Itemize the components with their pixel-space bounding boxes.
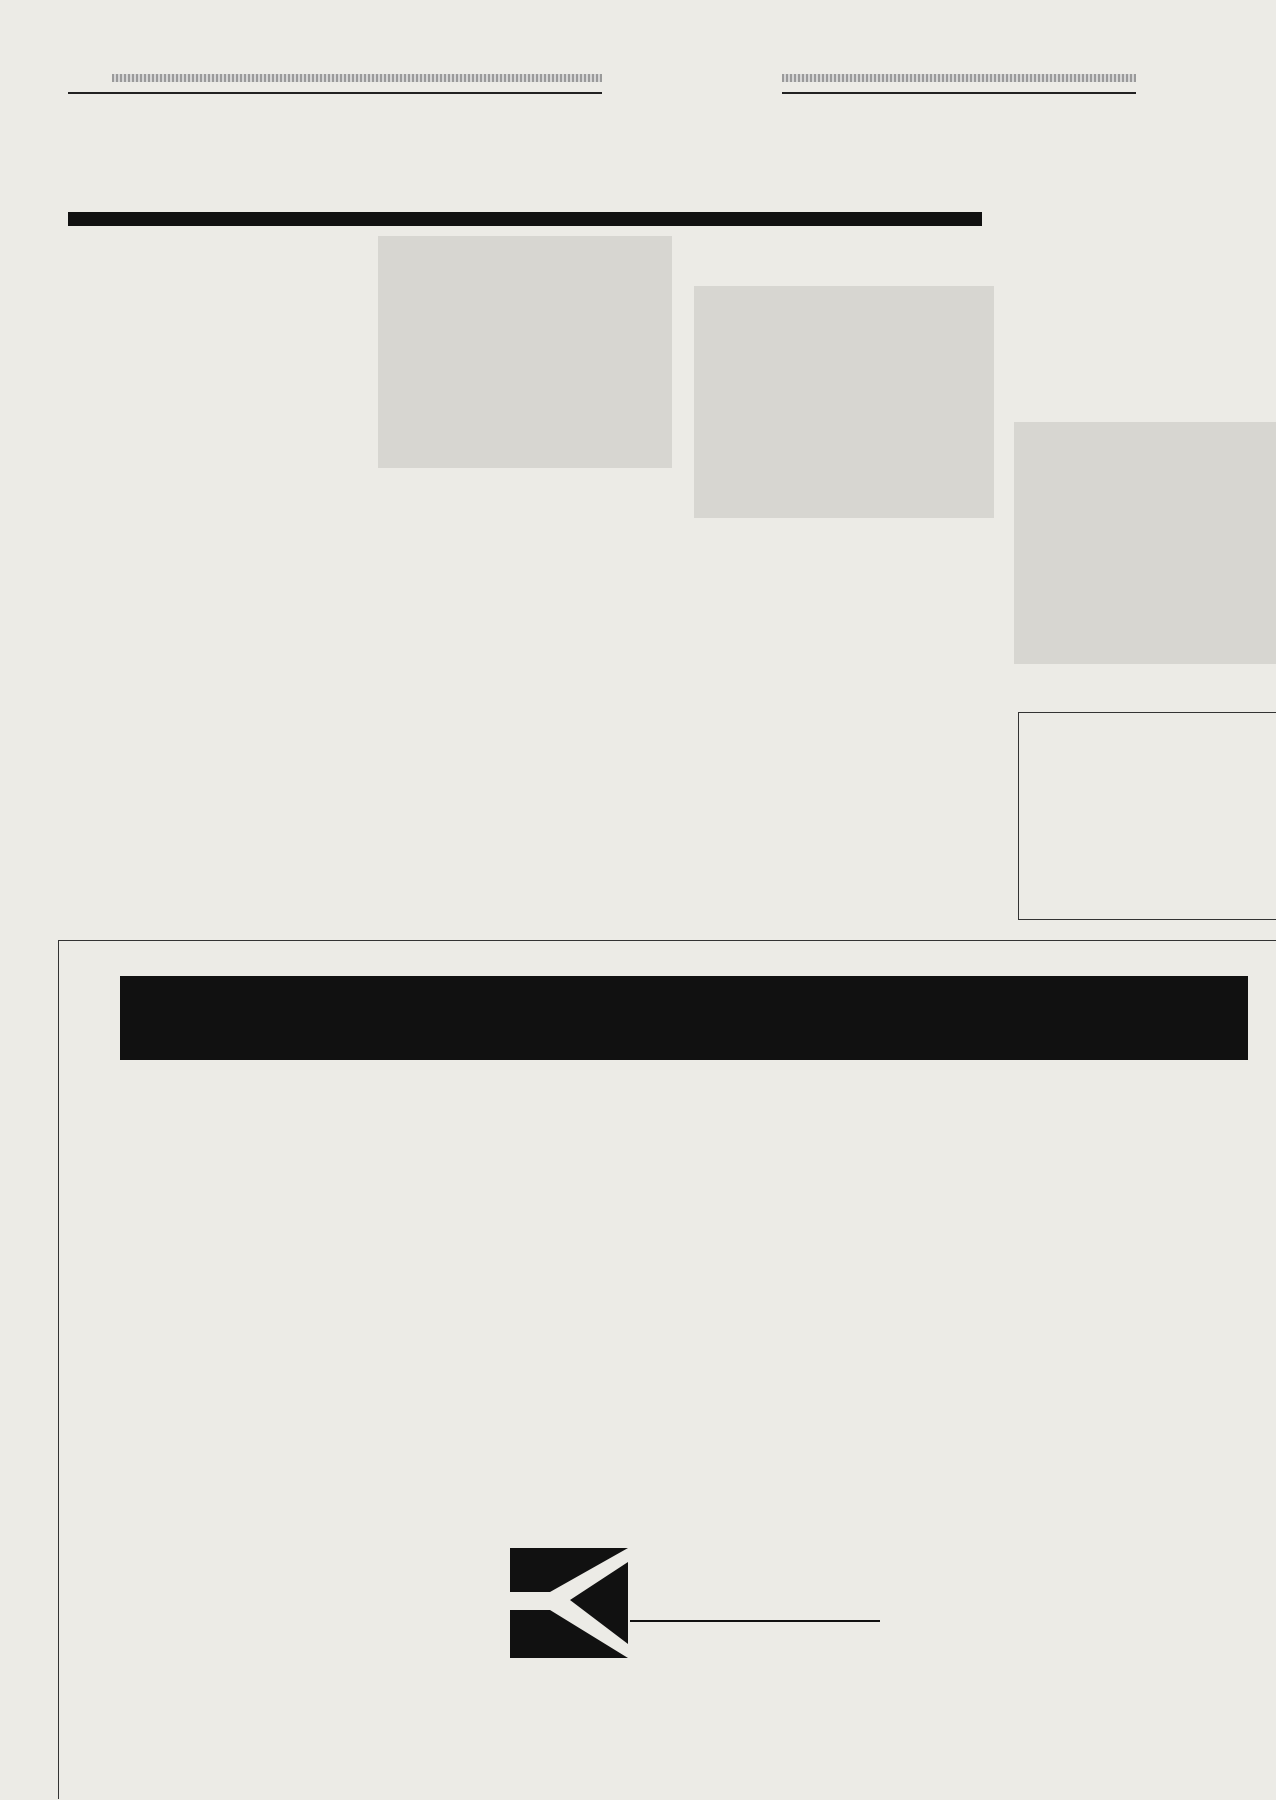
ad-banner xyxy=(120,976,1248,1060)
notice-box xyxy=(1018,712,1276,920)
column-intro xyxy=(58,238,352,248)
table-mitte-box xyxy=(1014,422,1276,664)
table-liga2-box xyxy=(694,286,994,518)
header-line-left xyxy=(68,92,602,94)
headline-bar xyxy=(68,212,982,226)
header-rule-left xyxy=(112,74,602,82)
header-line-right xyxy=(782,92,1136,94)
bank-logo-icon xyxy=(510,1548,628,1658)
table-landesliga-box xyxy=(378,236,672,468)
header-rule-right xyxy=(782,74,1136,82)
ad-frame xyxy=(58,940,1276,1799)
bank-name-rule xyxy=(630,1620,880,1622)
column-4 xyxy=(1020,124,1272,132)
